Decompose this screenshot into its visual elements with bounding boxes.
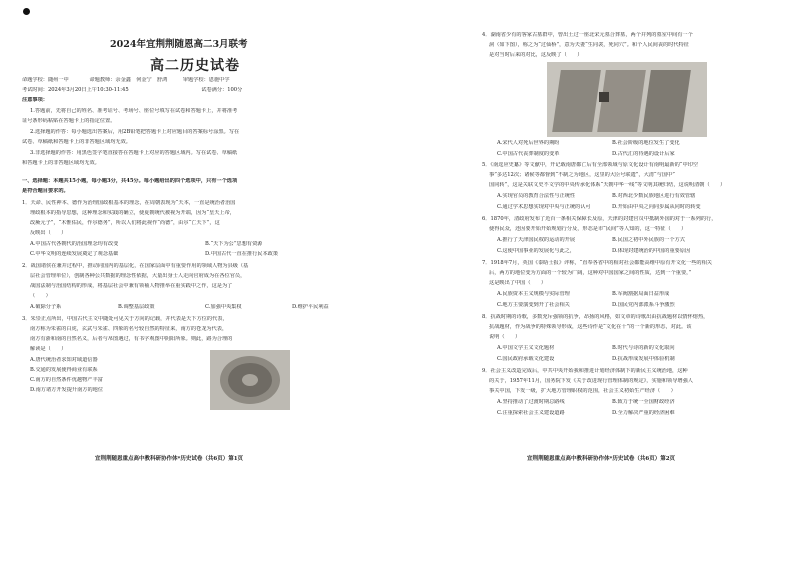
note-line: 证号条形码粘贴在答题卡上的指定位置。 (22, 118, 116, 124)
option-d: D.抗战形成发展中体验机制 (612, 356, 675, 362)
option-a: A.破除分子系 (30, 304, 62, 310)
option-a: A.中国古代各朝代的治国理念均有改变 (30, 241, 119, 247)
exam-title: 2024年宜荆荆随恩高二3月联考 (110, 39, 248, 50)
question-5-line: 5．《南逕应史纂》等文献中，开记载南唐都亡后有全部领域与原文化设计有南明最新的“中印空 (482, 162, 699, 168)
option-c: C.地方主要演变到开了社会相关 (497, 302, 570, 308)
question-8-line: 8．抗战时期的诗歌，多数充斥强领的抗争，昂扬的风格，如文章的诗歌出由抗战题材以情怀熔热， (482, 314, 709, 320)
option-b: B.社会阶级的地位发生了变化 (612, 140, 680, 146)
exam-info-line-2: 考试时间：2024年3月20日上午10:30-11:45 试卷满分：100分 (22, 87, 243, 93)
question-2-line: （ ） (30, 293, 51, 299)
option-c: C.南方的自然条件优越物产丰富 (30, 377, 103, 383)
page-2 (397, 0, 794, 561)
option-a: A.唐代统治者求知对域道信器 (30, 357, 98, 363)
option-b: B.“天下为公”思想有资源 (205, 241, 263, 247)
note-line: 1.答题前，先将自己的姓名、准考证号、考场号、座位号填写在试卷和答题卡上，并将准考 (30, 108, 238, 114)
option-b: B.致力于统一全国财政经济 (612, 399, 675, 405)
option-a: A.坚持推动了过渡时期总路线 (497, 399, 565, 405)
option-c: C.中华文明的连续发展奠定了观念基础 (30, 251, 119, 257)
question-1-line: 反映出（ ） (30, 230, 67, 236)
option-b: B.民国之初中外民族的一个方式 (612, 237, 685, 243)
question-7-line: 后，两方的地位变为方面的一个较为广阔，这种对中国国家之间的性质，达到一个重要，” (489, 270, 692, 276)
option-b: B.时代与诗的新的文化取向 (612, 345, 675, 351)
question-1-line: 理政根本的指导思想，这种理念和实践的确立，使夏朝统代被视为开端，因为“皇天上帝， (30, 210, 235, 216)
option-a: A.推行了天津国民权的运动的开展 (497, 237, 576, 243)
option-d: D.体现封建统治的中国的重要原因 (612, 248, 691, 254)
option-d: D.国民党内部派系斗争激烈 (612, 302, 675, 308)
question-3-line: 南方称为朱雀的白虎，玄武与朱雀、四象的名号较自然的特征来，南方的苍龙为代表， (30, 326, 228, 332)
note-line: 试卷、草稿纸和答题卡上的非答题区域均无效。 (22, 139, 131, 145)
option-b: B.军阀割据局面日益形成 (612, 291, 670, 297)
option-b: B.交通的发展使得商业有联系 (30, 367, 98, 373)
option-a: A.实现官员的教育合法性与正统性 (497, 193, 576, 199)
option-c: C.通过学术思想实现对中央与正统的认可 (497, 204, 591, 210)
option-a: A.宋代人对死后世界的期盼 (497, 140, 560, 146)
notes-title: 注意事项： (22, 97, 48, 103)
question-8-line: 说明（ ） (489, 334, 521, 340)
option-c: C.这使中国事业的发展化与此之， (497, 248, 576, 254)
question-6-line: 使得民众，还因要开始开始规划行分及，形态是市“民间”等人知的，这一特征（ ） (489, 226, 687, 232)
question-2-line: 2．战国诸侯在兼并过程中，推动同国内的基层化，在国家层面中有重要作用的领域人物为县级（基 (22, 263, 249, 269)
question-9-line: 的关于，1957年11月，国务院下发《关于改进现行管理体制的规定》，实施和领导增强人 (489, 378, 693, 384)
option-d: D.古代汇的待遇的设计后家 (612, 151, 675, 157)
question-5-line: 事”多达12次；诸候等都督到“不制之为地区，这里的大臣号联遗”，大清“与国中” (489, 172, 675, 178)
option-c: C.国民政府承载文化建设 (497, 356, 555, 362)
question-6-line: 6．1870年，清政府发布了近百一条相关保障长及原，天津的封建官员中抵制外国的对于一系列的行， (482, 216, 717, 222)
note-line: 3.非选择题的作答：用黑色签字笔直接答在答题卡上对应的答题区域内。写在试卷、草稿纸 (30, 150, 238, 156)
option-b: B.调整基层政策 (118, 304, 155, 310)
exam-info-line-1: 命题学校：随州一中 命题教师：余金鑫 何金宁 舒鸿 审题学校：恩施中学 (22, 77, 230, 83)
mirror-artifact-image (210, 350, 290, 410)
question-2-line: 战国法制与治国结构的形成，将基层社会中兼有领袖人物推举在重实践中之作，这是为了 (30, 283, 233, 289)
note-line: 和答题卡上的非答题区域均无效。 (22, 160, 100, 166)
question-4-line: 洞（如下图），称之为“过仙桥”，意为夫妻“生同衾，死同穴”。和个人民间丧的时代特征 (489, 42, 689, 48)
question-7-line: 这是映出了中国（ ） (489, 280, 547, 286)
option-c: C.中国古代丧葬制度的变革 (497, 151, 560, 157)
question-1-line: 1．天命、民性神本、德作为治理国政根基本的理念，在周朝表现为“天本，一直是统治者治国 (22, 200, 236, 206)
page-footer: 宜荆荆随恩重点高中教科研协作体*历史试卷（共6页）第1页 (95, 456, 244, 462)
question-5-line: 国同转”，这是关联文史不文学的中央传承化体系“天朝中华一线”等文明其统归结，这说明清朝（ ） (489, 182, 726, 188)
section-heading-cont: 是符合题目要求的。 (22, 188, 69, 194)
question-3-line: 解读是（ ） (30, 346, 67, 352)
page-footer: 宜荆荆随恩重点高中教科研协作体*历史试卷（共6页）第2页 (527, 456, 676, 462)
question-8-line: 抗战题材，作为战争的特殊领导形成，这些诗作是“文化在十”的一个新的形态，对此。该 (489, 324, 692, 330)
section-heading: 一、选择题：本题共15小题，每小题3分，共45分。每小题给出的四个选项中，只有一个选项 (22, 178, 238, 184)
option-d: D.全力解决严重的经济困难 (612, 410, 675, 416)
option-c: C.注重探索社会主义建设道路 (497, 410, 565, 416)
tomb-photo (547, 62, 707, 137)
option-d: D.开始由中央之向同步属从同时的转变 (612, 204, 701, 210)
question-9-line: 9．社会主义改造完成后，中共中央开始我和推进计划经济体制下的新民主义统治地，这种 (482, 368, 688, 374)
option-d: D.中国古代一直在推行民本政策 (205, 251, 279, 257)
note-line: 2.选择题的作答：每小题选出答案后，用2B铅笔把答题卡上对应题目的答案标号涂黑。写在 (30, 129, 240, 135)
question-3-line: 南方有浙和南的自然名义，后者与帛图遇过，有书字观图中阴阳所象。则此，路为合理的 (30, 336, 233, 342)
question-1-line: 改厥元子”，“木惟佑民，作尔德务”，所以人们将此视作“尚德”，由尔“亡天下”，这 (30, 220, 220, 226)
subject-title: 高二历史试卷 (150, 58, 240, 74)
question-9-line: 事关中国，下发一级，扩大地方管理职权的范围，社会主义初始生产经济（ ） (489, 388, 676, 394)
question-4-line: 4．湖南省少有的客家古墓群中，曾出土过一座北宋元墓合葬墓，两个并列的墓室中间有一个 (482, 32, 693, 38)
question-7-line: 7．1918年7月，英国《泰晤士报》评称，“直奉各省中的相对社会都能高维中原有开文化一些的相关 (482, 260, 712, 266)
question-3-line: 3．朱崇正点所出，中国古代主文中随处可见关于方向的记载，并代表是天下方位的代表， (22, 316, 228, 322)
question-4-line: 是对当时后来的对比，这反映了（ ） (489, 52, 583, 58)
option-a: A.民族资本主义规模与实际管理 (497, 291, 570, 297)
option-d: D.南方诸方开发提升南方的地位 (30, 387, 104, 393)
option-d: D.维护平民利益 (292, 304, 329, 310)
option-b: B.对西北少数民族地区进行有效管辖 (612, 193, 696, 199)
option-c: C.加强中央集权 (205, 304, 242, 310)
question-2-line: 层社会管理单位），创制各种公共数据的理念性依据，大量出身士人走向官府成为在各位官员， (30, 273, 246, 279)
option-a: A.中国文学主义文化题材 (497, 345, 555, 351)
